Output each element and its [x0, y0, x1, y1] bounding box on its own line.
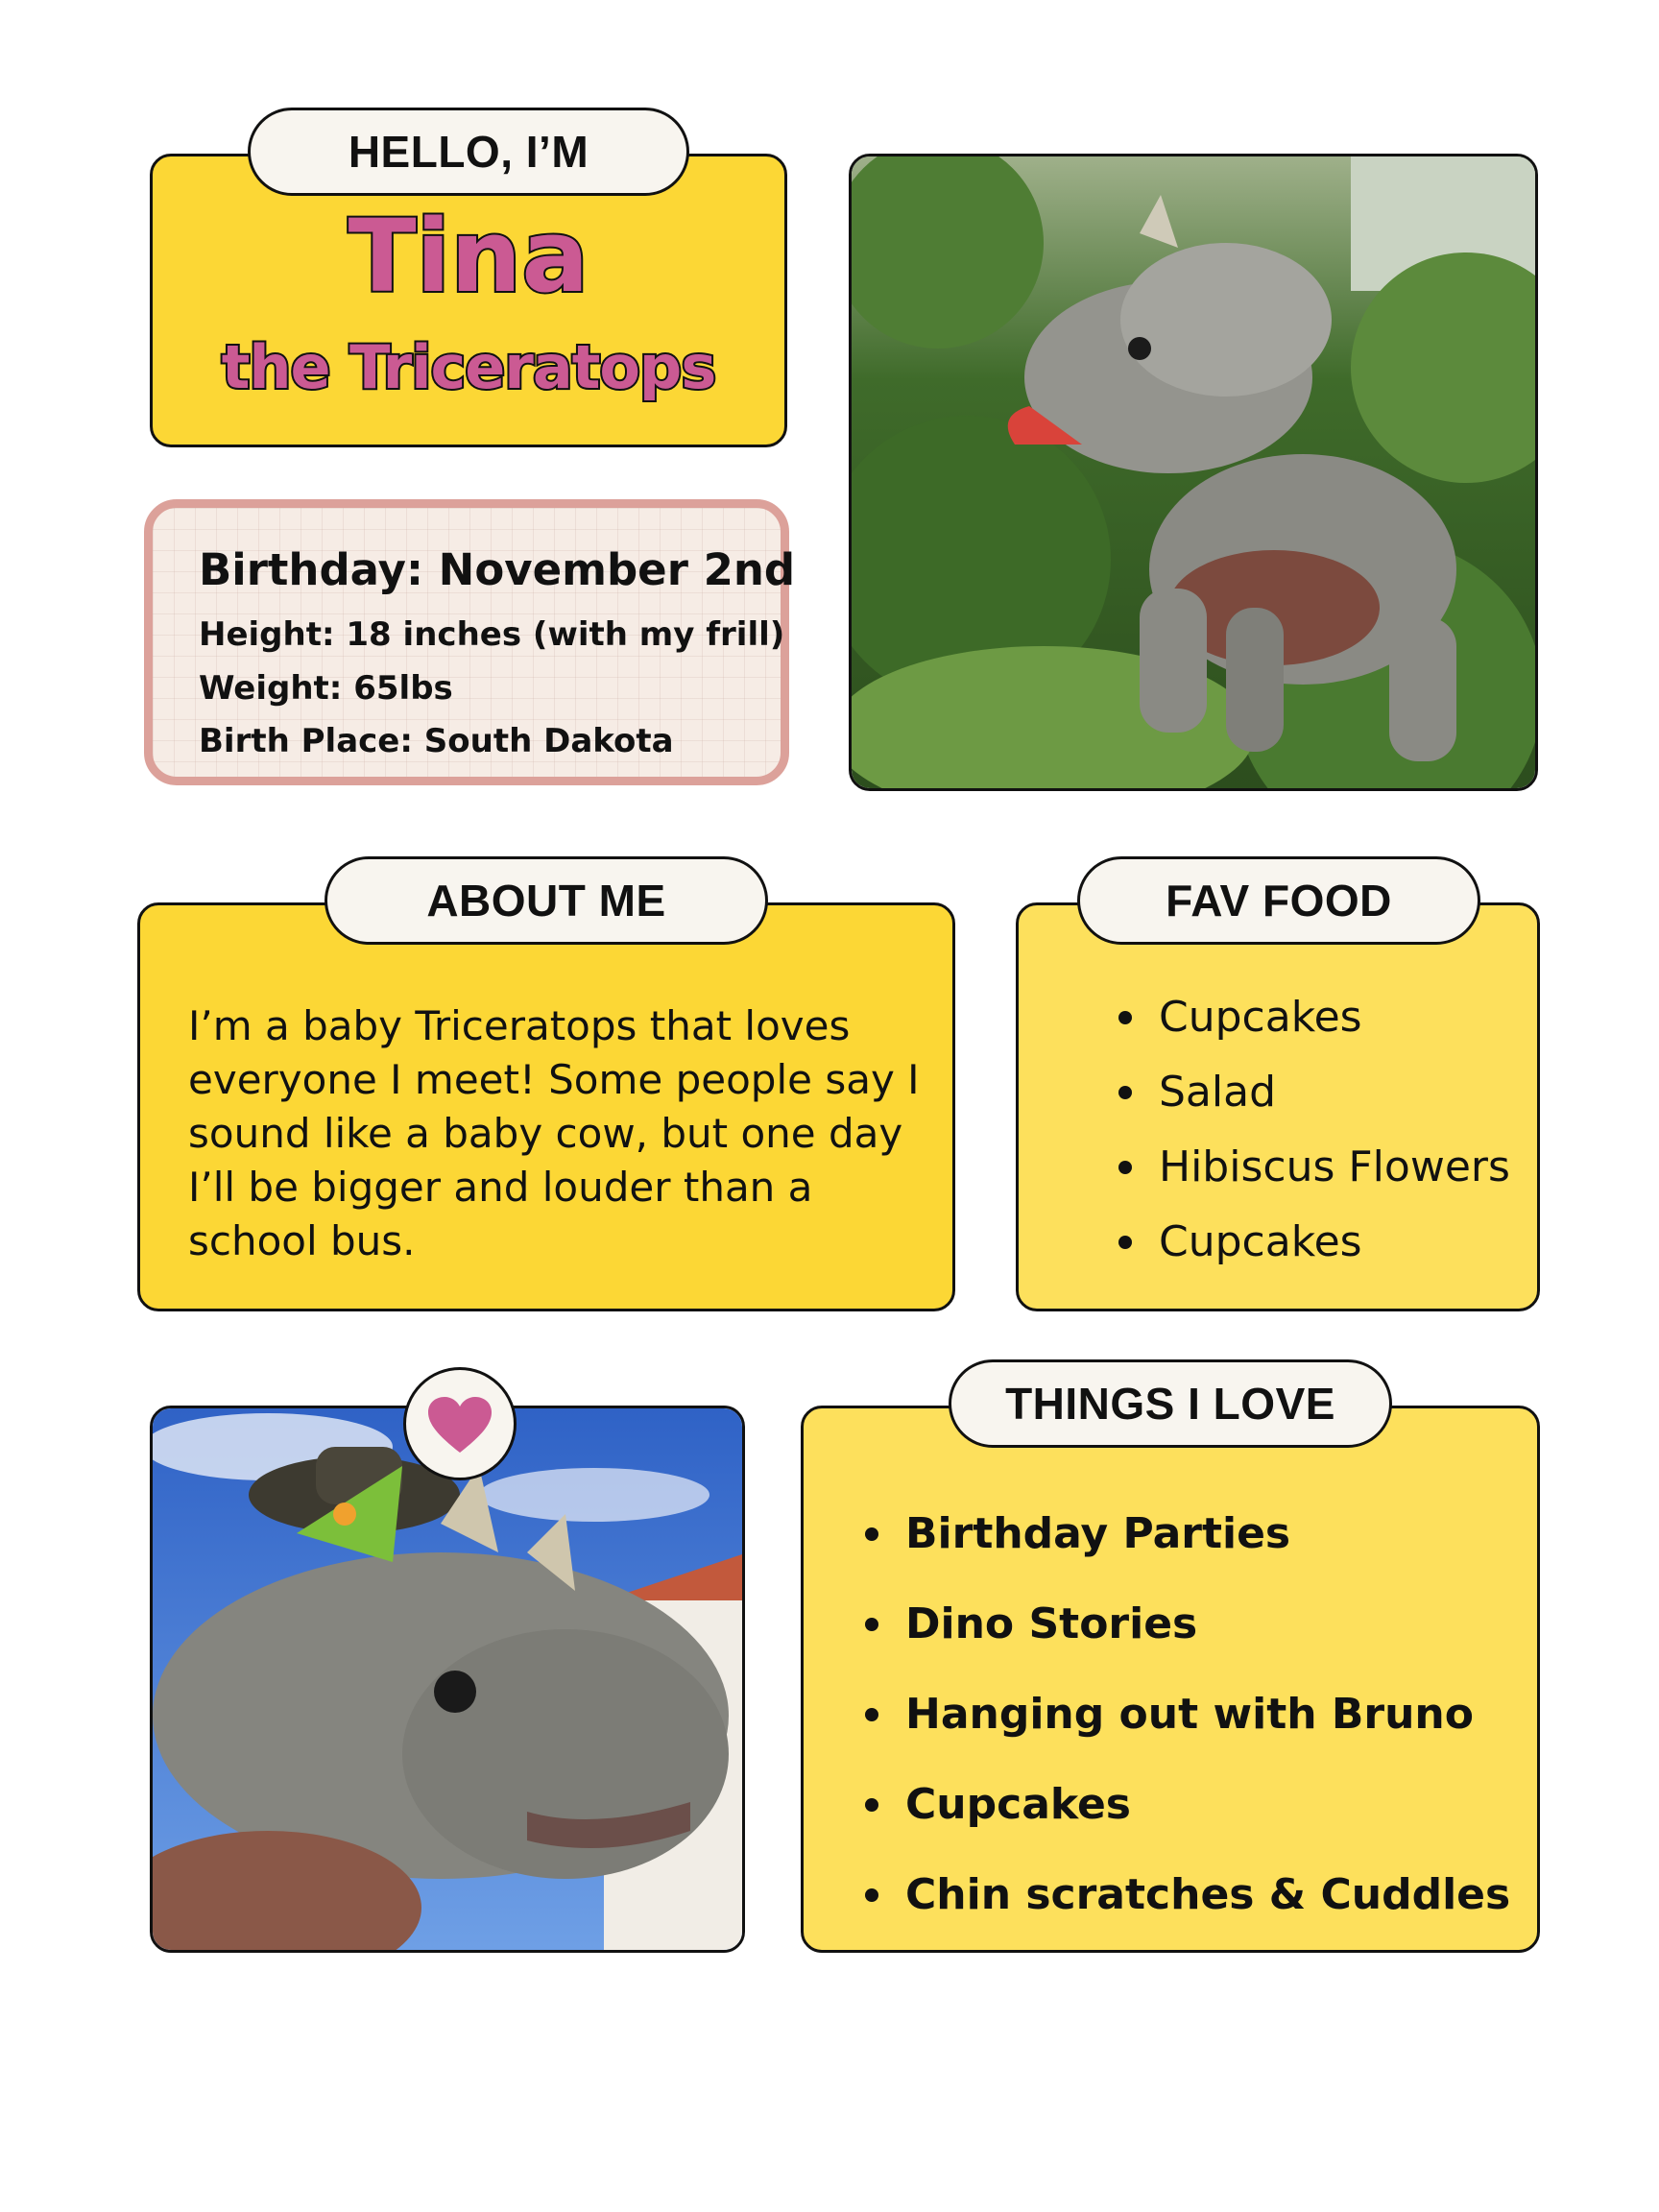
fav-food-list [1118, 980, 1510, 1280]
birthday-line: Birthday: November 2nd [199, 544, 796, 595]
list-item [1118, 980, 1510, 1055]
list-item [865, 1670, 1510, 1760]
birth-place-line: Birth Place: South Dakota [199, 722, 674, 760]
fav-food-card [1016, 902, 1540, 1311]
fav-food-tab: FAV FOOD [1077, 856, 1480, 945]
about-me-text: I’m a baby Triceratops that loves everyone I meet! Some people say I sound like a baby cow, but one day I’ll be bigger and louder than a school bus. [188, 1002, 920, 1264]
dino-party-illustration [153, 1408, 745, 1953]
bullet-dot [1118, 1161, 1132, 1174]
bullet-dot [865, 1618, 878, 1631]
things-i-love-list [865, 1489, 1510, 1940]
name-subtitle: the Triceratops [221, 332, 716, 402]
bullet-dot [1118, 1011, 1132, 1024]
food-item-label: Salad [1159, 1068, 1277, 1117]
bullet-dot [865, 1888, 878, 1902]
dino-garden-photo [849, 154, 1538, 791]
love-item-label: Chin scratches & Cuddles [905, 1870, 1511, 1919]
bullet-dot [865, 1708, 878, 1721]
love-item-label: Birthday Parties [905, 1509, 1291, 1558]
bullet-dot [1118, 1236, 1132, 1249]
dino-party-photo [150, 1406, 745, 1953]
weight-line: Weight: 65lbs [199, 669, 453, 708]
dino-garden-illustration [852, 156, 1538, 791]
list-item [1118, 1205, 1510, 1280]
food-item-label: Cupcakes [1159, 993, 1362, 1042]
about-me-card [137, 902, 955, 1311]
heart-icon [428, 1397, 492, 1455]
list-item [865, 1760, 1510, 1850]
name-heading: Tina [348, 198, 589, 315]
things-i-love-card [801, 1406, 1540, 1953]
heart-badge [403, 1367, 517, 1480]
list-item [1118, 1055, 1510, 1130]
love-item-label: Dino Stories [905, 1599, 1198, 1648]
hello-tab: HELLO, I’M [248, 108, 689, 196]
love-item-label: Hanging out with Bruno [905, 1690, 1474, 1739]
name-card [150, 154, 787, 447]
things-i-love-tab: THINGS I LOVE [949, 1359, 1392, 1448]
bullet-dot [865, 1798, 878, 1812]
list-item [865, 1579, 1510, 1670]
love-item-label: Cupcakes [905, 1780, 1131, 1829]
about-me-tab: ABOUT ME [325, 856, 768, 945]
list-item [1118, 1130, 1510, 1205]
list-item [865, 1850, 1510, 1940]
bullet-dot [865, 1527, 878, 1541]
bullet-dot [1118, 1086, 1132, 1099]
stats-box [144, 499, 796, 785]
height-line: Height: 18 inches (with my frill) [199, 615, 785, 654]
food-item-label: Hibiscus Flowers [1159, 1142, 1510, 1191]
food-item-label: Cupcakes [1159, 1217, 1362, 1266]
list-item [865, 1489, 1510, 1579]
